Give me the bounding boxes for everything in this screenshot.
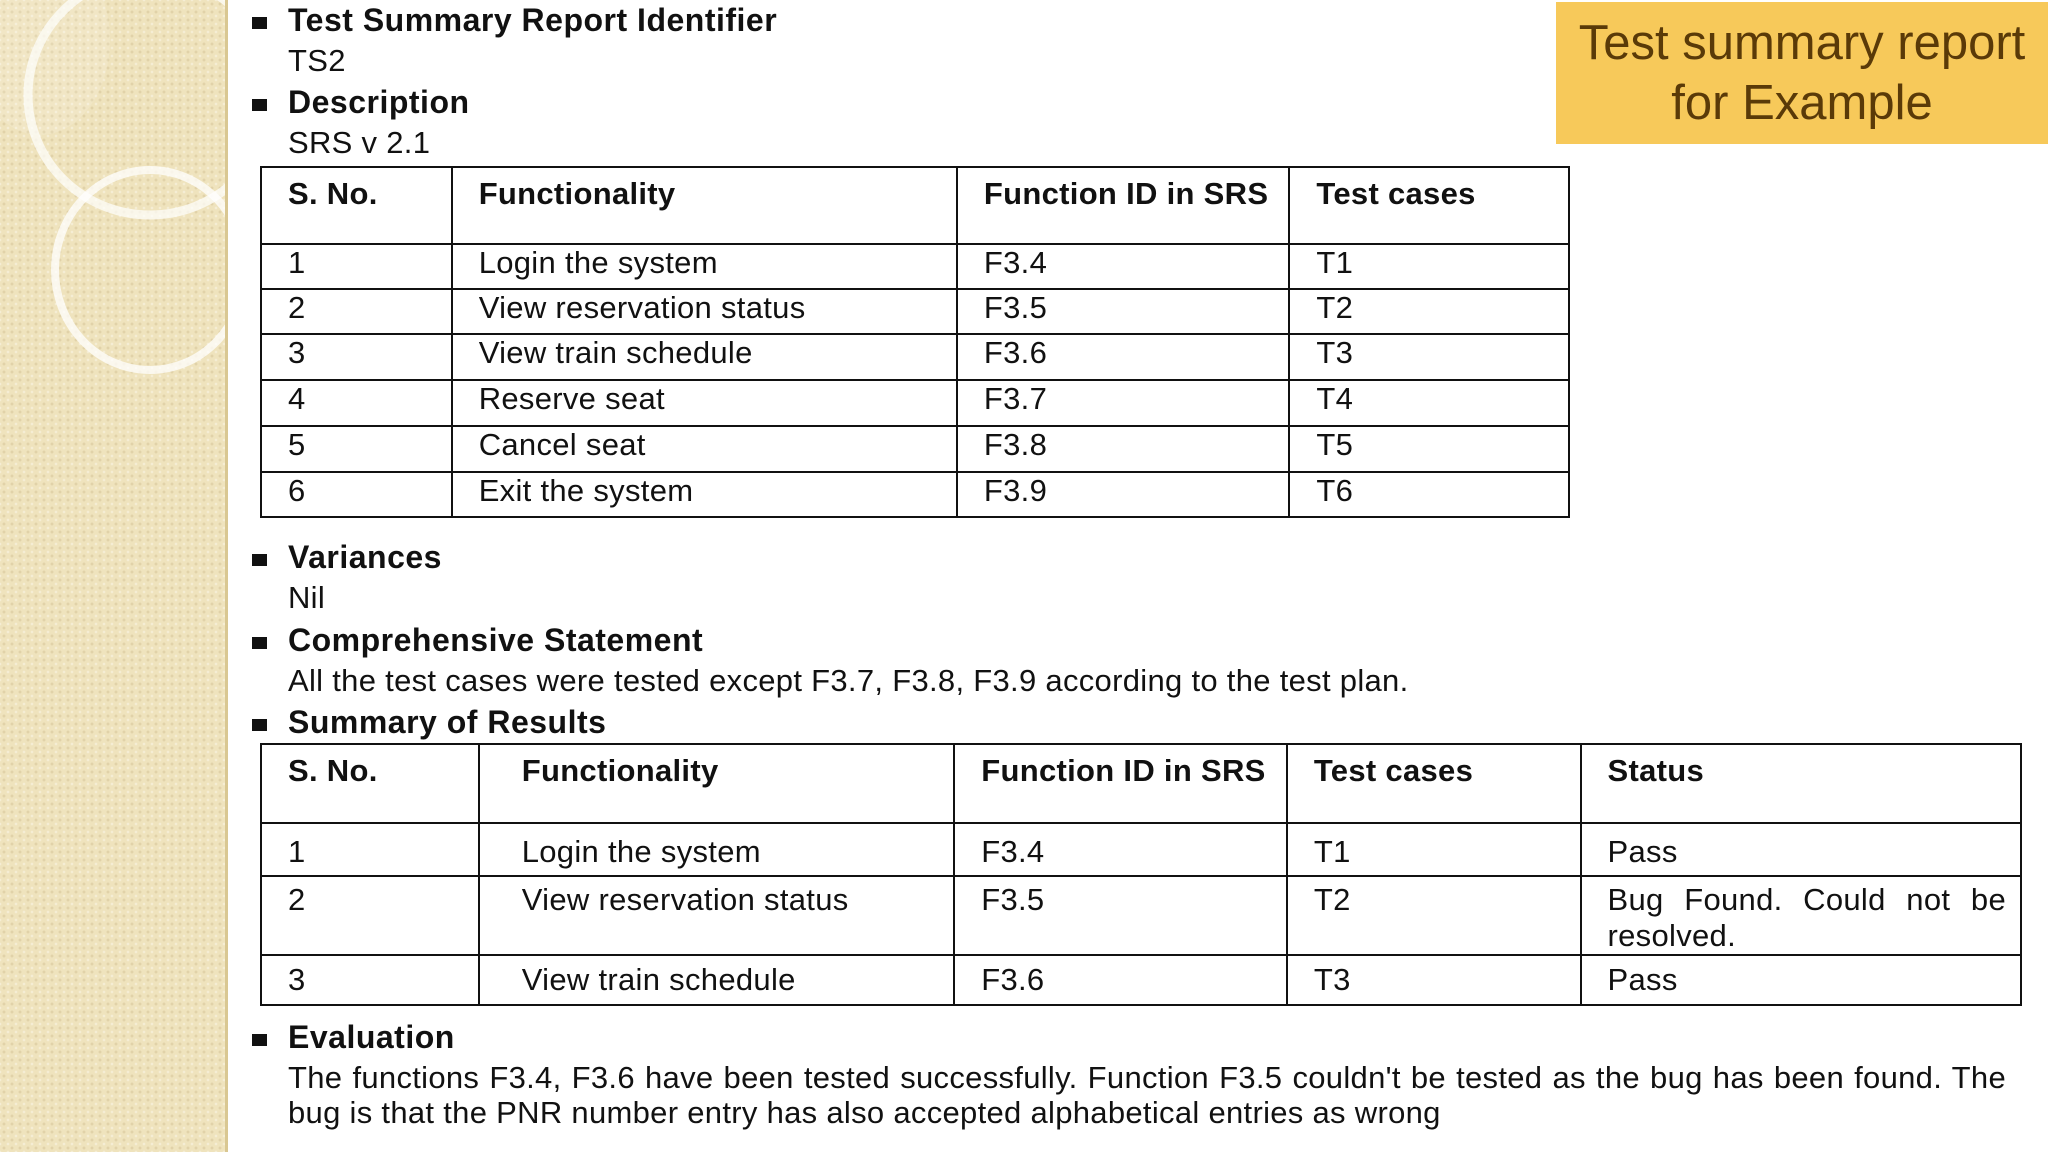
table-row <box>261 426 1569 472</box>
table-row <box>261 823 2021 876</box>
status-cell: Bug Found. Could not be resolved. <box>1581 876 2021 955</box>
table-cell: 6 <box>261 472 452 517</box>
variances-heading: Variances <box>288 539 442 575</box>
slide-title <box>1556 2 2048 144</box>
table-row <box>261 334 1569 380</box>
table-cell: Exit the system <box>452 472 957 517</box>
table-cell: 2 <box>261 289 452 334</box>
results-table <box>260 743 2022 1006</box>
table-cell: Login the system <box>479 823 955 876</box>
evaluation-value: The functions F3.4, F3.6 have been tested successfully. Function F3.5 couldn't be tested as the bug has been found. The bug is that the PNR number entry has also accepted alphabetical entries as wrong <box>288 1060 2006 1130</box>
table-row <box>261 380 1569 426</box>
slide-title-line2: for Example <box>1671 76 1933 130</box>
table-cell: View reservation status <box>479 876 955 955</box>
bullet-icon <box>252 719 267 731</box>
table-cell: F3.4 <box>957 244 1290 289</box>
bullet-icon <box>252 99 267 111</box>
bullet-icon <box>252 17 267 29</box>
table-cell: T3 <box>1289 334 1569 380</box>
table-cell: F3.6 <box>954 955 1287 1005</box>
table-cell: 1 <box>261 244 452 289</box>
decorative-side-panel <box>0 0 228 1152</box>
table-cell: F3.8 <box>957 426 1290 472</box>
header-cell: Function ID in SRS <box>957 167 1290 244</box>
comprehensive-heading: Comprehensive Statement <box>288 622 704 658</box>
table-cell: 5 <box>261 426 452 472</box>
header-cell: Test cases <box>1287 744 1581 823</box>
table-cell: Cancel seat <box>452 426 957 472</box>
table-cell: T6 <box>1289 472 1569 517</box>
evaluation-heading: Evaluation <box>288 1019 455 1055</box>
header-cell: Status <box>1581 744 2021 823</box>
table-cell: T1 <box>1289 244 1569 289</box>
table-cell: F3.6 <box>957 334 1290 380</box>
table-header-row <box>261 744 2021 823</box>
ring-ornament-icon <box>0 0 225 1152</box>
table-cell: Pass <box>1581 823 2021 876</box>
identifier-value: TS2 <box>288 43 346 78</box>
table-cell: F3.7 <box>957 380 1290 426</box>
table-cell: T5 <box>1289 426 1569 472</box>
bullet-icon <box>252 554 267 566</box>
table-cell: 2 <box>261 876 479 955</box>
table-cell: View reservation status <box>452 289 957 334</box>
header-cell: Functionality <box>452 167 957 244</box>
table-cell: T2 <box>1287 876 1581 955</box>
table-cell: F3.9 <box>957 472 1290 517</box>
table-row <box>261 876 2021 955</box>
table-row <box>261 955 2021 1005</box>
table-cell: F3.4 <box>954 823 1287 876</box>
header-cell: S. No. <box>261 167 452 244</box>
table-cell: View train schedule <box>452 334 957 380</box>
comprehensive-value: All the test cases were tested except F3.7, F3.8, F3.9 according to the test plan. <box>288 663 1409 698</box>
slide-title-line1: Test summary report <box>1578 16 2026 70</box>
table-cell: 3 <box>261 955 479 1005</box>
test-cases-table <box>260 166 1570 518</box>
table-row <box>261 472 1569 517</box>
table-cell: F3.5 <box>957 289 1290 334</box>
description-heading: Description <box>288 84 470 120</box>
table-cell: T4 <box>1289 380 1569 426</box>
header-cell: Function ID in SRS <box>954 744 1287 823</box>
table-cell: 1 <box>261 823 479 876</box>
header-cell: Test cases <box>1289 167 1569 244</box>
identifier-heading: Test Summary Report Identifier <box>288 2 778 38</box>
table-cell: T1 <box>1287 823 1581 876</box>
summary-heading: Summary of Results <box>288 704 607 740</box>
header-cell: S. No. <box>261 744 479 823</box>
table-cell: T3 <box>1287 955 1581 1005</box>
table-cell: Login the system <box>452 244 957 289</box>
table-cell: Pass <box>1581 955 2021 1005</box>
table-cell: View train schedule <box>479 955 955 1005</box>
table-row <box>261 244 1569 289</box>
table-cell: Reserve seat <box>452 380 957 426</box>
variances-value: Nil <box>288 580 326 615</box>
header-cell: Functionality <box>479 744 955 823</box>
description-value: SRS v 2.1 <box>288 125 431 160</box>
table-cell: F3.5 <box>954 876 1287 955</box>
bullet-icon <box>252 637 267 649</box>
bullet-icon <box>252 1034 267 1046</box>
table-header-row <box>261 167 1569 244</box>
table-cell: 3 <box>261 334 452 380</box>
table-cell: T2 <box>1289 289 1569 334</box>
table-cell: 4 <box>261 380 452 426</box>
table-row <box>261 289 1569 334</box>
